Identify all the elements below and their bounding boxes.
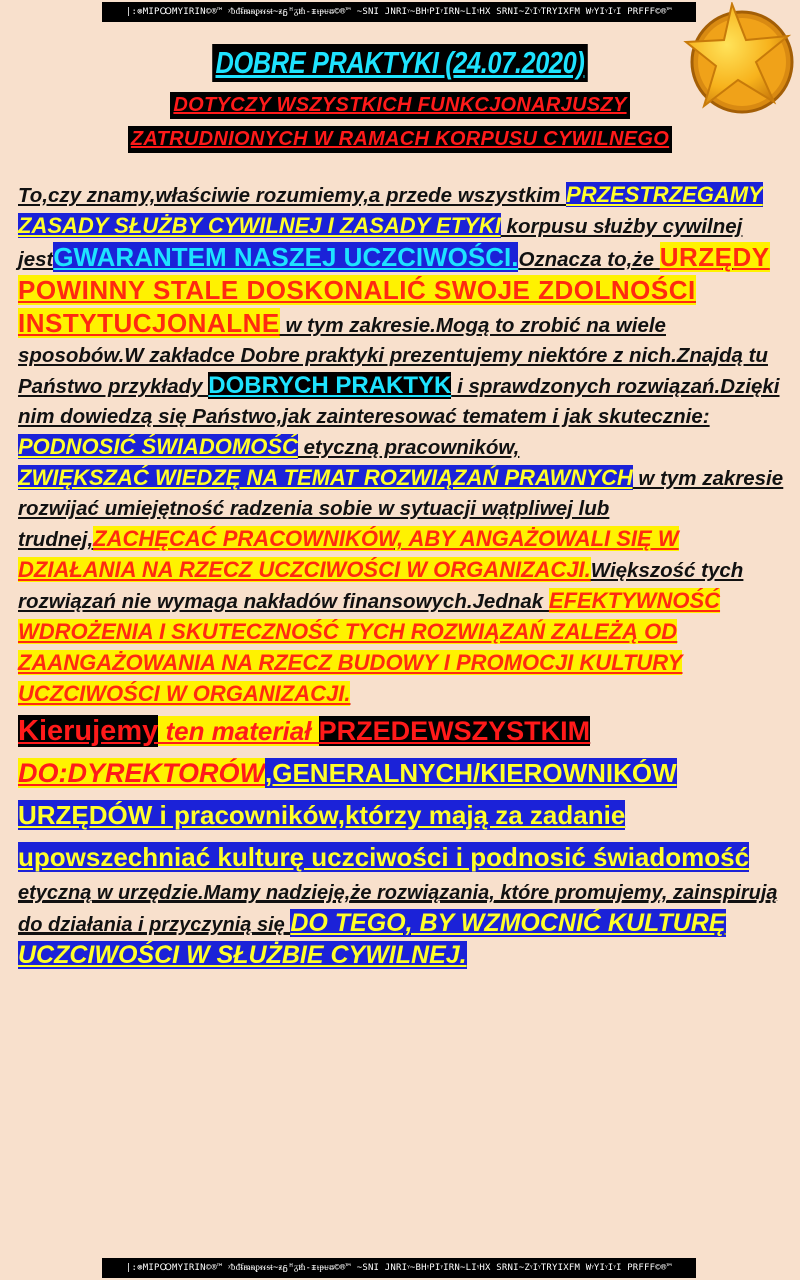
subtitle-line-1: DOTYCZY WSZYSTKICH FUNKCJONARJUSZY	[170, 92, 629, 119]
highlight-dyrektorow: DO:DYREKTORÓW	[18, 758, 265, 788]
footer-bar: |:⊗MIPꝎMYIRIN©®™ ᵡᵬᵭᵮᵯᵰᵱᵲᵳᵴᵵ~ᵶᵷᵸᵹᵺ-ᵻᵼᵽᵾᵿ©®™ ~SNI JNRIᵞ~BHᵞPIᵞIRN~LIᵞHX SRNI~ZᵞIᵞTRYIXFM WᵞYIᵞIᵞI PRFFF©®™	[102, 1258, 696, 1278]
highlight-generalnych: ,GENERALNYCH/KIEROWNIKÓW URZĘDÓW i pracowników,którzy mają za zadanie upowszechniać kulturę uczciwości i podnosić świadomość	[18, 758, 750, 872]
highlight-efektywnosc: EFEKTYWNOŚĆ WDROŻENIA I SKUTECZNOŚĆ TYCH ROZWIĄZAŃ ZALEŻĄ OD ZAANGAŻOWANIA NA RZECZ BUDOWY I PROMOCJI KULTURY UCZCIWOŚCI W ORGANIZACJI.	[18, 588, 721, 706]
text-korpus: korpusu służby cywilnej jest	[18, 215, 743, 271]
highlight-gwarantem: GWARANTEM NASZEJ UCZCIWOŚCI.	[53, 242, 519, 272]
highlight-dobrych-praktyk: DOBRYCH PRAKTYK	[208, 372, 452, 399]
text-rozwijac: w tym zakresie rozwijać umiejętność radzenia sobie w sytuacji wątpliwej lub trudnej,	[18, 467, 784, 551]
highlight-zachecac: ZACHĘCAĆ PRACOWNIKÓW, ABY ANGAŻOWALI SIĘ W DZIAŁANIA NA RZECZ UCZCIWOŚCI W ORGANIZACJI.	[18, 526, 679, 582]
highlight-urzedy: URZĘDY POWINNY STALE DOSKONALIĆ SWOJE ZDOLNOŚCI INSTYTUCJONALNE	[18, 242, 770, 338]
body-text	[18, 180, 793, 972]
header-bar: |:⊗MIPꝎMYIRIN©®™ ᵡᵬᵭᵮᵯᵰᵱᵲᵳᵴᵵ~ᵶᵷᵸᵹᵺ-ᵻᵼᵽᵾᵿ©®™ ~SNI JNRIᵞ~BHᵞPIᵞIRN~LIᵞHX SRNI~ZᵞIᵞTRYIXFM WᵞYIᵞIᵞI PRFFF©®™	[102, 2, 696, 22]
highlight-zasady: PRZESTRZEGAMY ZASADY SŁUŻBY CYWILNEJ I ZASADY ETYKI	[18, 182, 763, 238]
highlight-przedewszystkim: PRZEDEWSZYSTKIM	[318, 716, 591, 746]
text-sposoby: w tym zakresie.Mogą to zrobić na wiele sposobów.W zakładce Dobre praktyki prezentujemy niektóre z nich.Znajdą tu Państwo przykłady	[18, 314, 768, 398]
highlight-wzmocnic: DO TEGO, BY WZMOCNIĆ KULTURĘ UCZCIWOŚCI W SŁUŻBIE CYWILNEJ.	[18, 909, 726, 969]
highlight-ten-material: ten materiał	[158, 716, 319, 746]
subtitle-line-2: ZATRUDNIONYCH W RAMACH KORPUSU CYWILNEGO	[128, 126, 672, 153]
highlight-kierujemy: Kierujemy	[18, 715, 159, 747]
text-intro: To,czy znamy,właściwie rozumiemy,a przede wszystkim	[18, 184, 567, 207]
text-etyczna: etyczną pracowników,	[297, 436, 520, 459]
text-sprawdzonych: i sprawdzonych rozwiązań.Dzięki nim dowiedzą się Państwo,jak zainteresować tematem i jak skutecznie:	[18, 375, 780, 428]
text-wiekszosc: Większość tych rozwiązań nie wymaga nakładów finansowych.Jednak	[18, 559, 744, 613]
text-mamy-nadzieje: etyczną w urzędzie.Mamy nadzieję,że rozwiązania, które promujemy, zainspirują do działania i przyczynią się	[18, 882, 778, 936]
highlight-podnosic: PODNOSIĆ ŚWIADOMOŚĆ	[18, 434, 298, 459]
page-title: DOBRE PRAKTYKI (24.07.2020)	[212, 44, 588, 82]
text-oznacza: Oznacza to,że	[518, 248, 660, 271]
highlight-zwiekszac: ZWIĘKSZAĆ WIEDZĘ NA TEMAT ROZWIĄZAŃ PRAWNYCH	[18, 465, 633, 490]
